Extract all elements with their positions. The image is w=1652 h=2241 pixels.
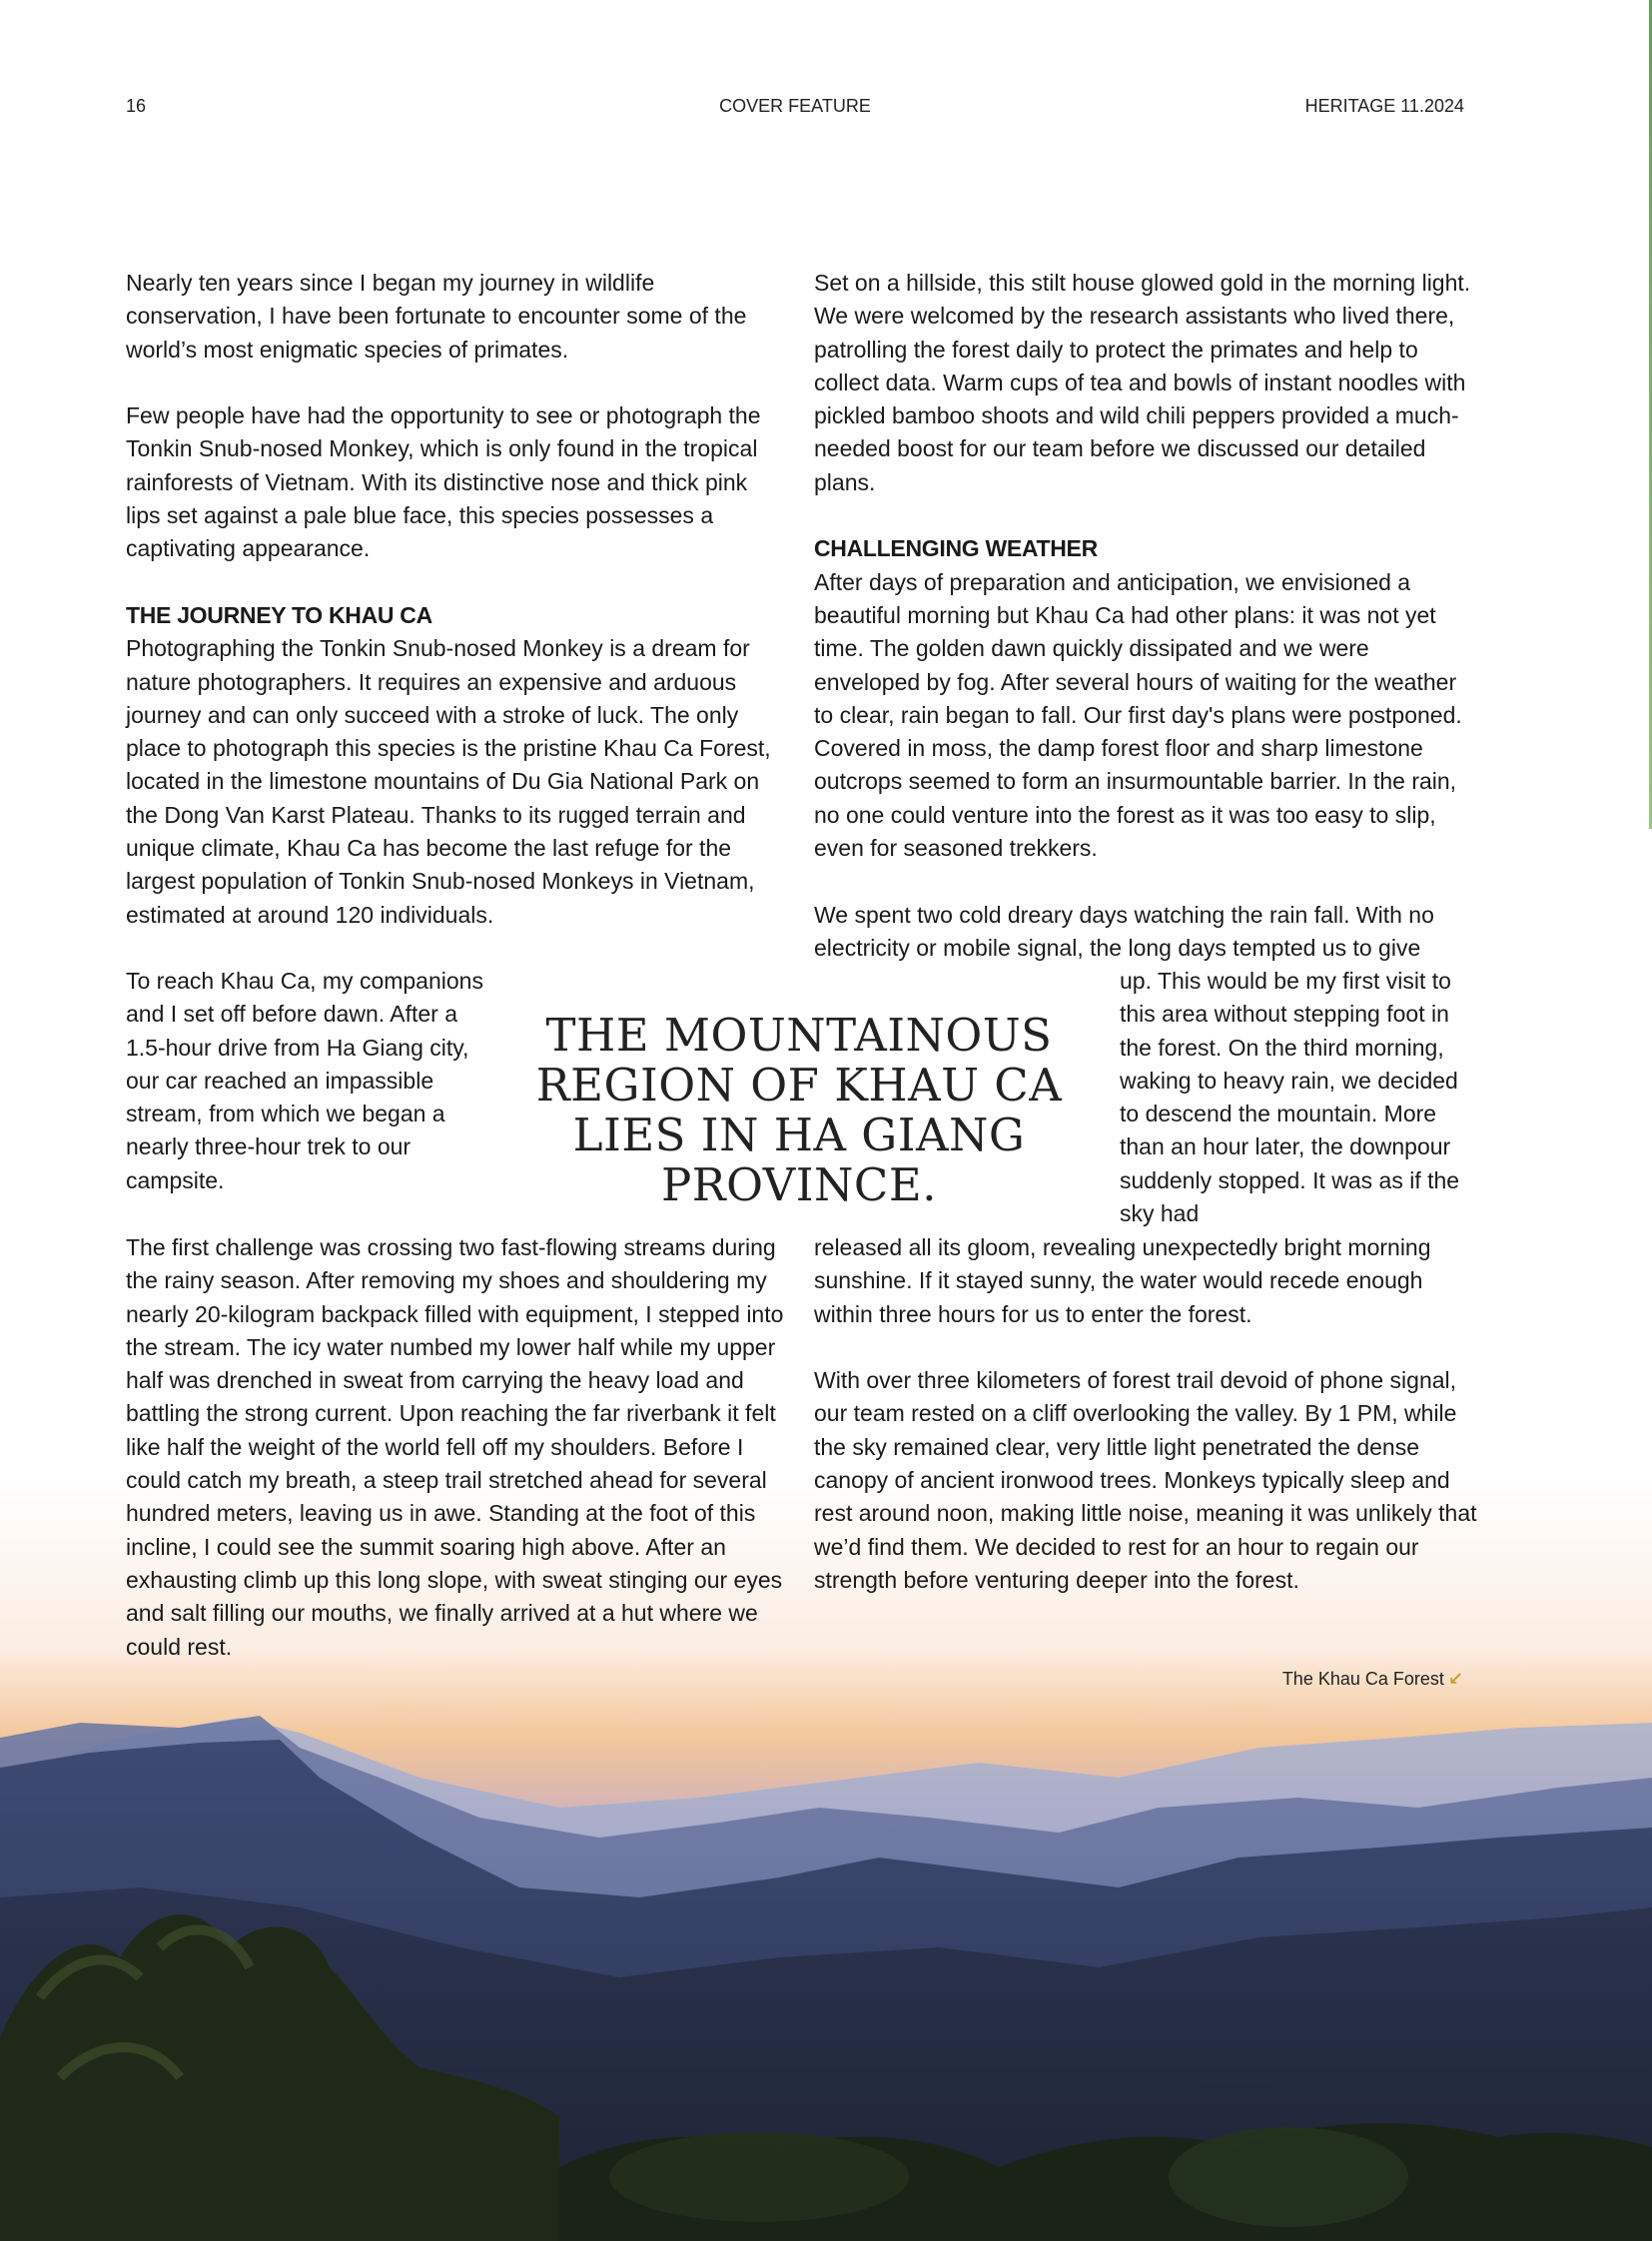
page-header bbox=[126, 96, 1464, 120]
paragraph: To reach Khau Ca, my companions and I set off before dawn. After a 1.5-hour drive from Ha Giang city, our car reached an impassible stream, from which we began a nearly three-hour trek to our campsite. bbox=[126, 968, 483, 1193]
section-heading: THE JOURNEY TO KHAU CA bbox=[126, 601, 432, 628]
paragraph: Set on a hillside, this stilt house glowed gold in the morning light. We were welcomed by the research assistants who lived there, patrolling the forest daily to protect the primates and help to collect data. Warm cups of tea and bowls of instant noodles with pickled bamboo shoots and wild chili peppers provided a much-needed boost for our team before we discussed our detailed plans. bbox=[814, 270, 1471, 495]
page-number: 16 bbox=[126, 96, 147, 116]
paragraph: The first challenge was crossing two fast-flowing streams during the rainy season. After removing my shoes and shouldering my nearly 20-kilogram backpack filled with equipment, I stepped into the stream. The icy water numbed my lower half while my upper half was drenched in sweat from carrying the heavy load and battling the strong current. Upon reaching the far riverbank it felt like half the weight of the world fell off my shoulders. Before I could catch my breath, a steep trail stretched ahead for several hundred meters, leaving us in awe. Standing at the foot of this incline, I could see the summit soaring high above. After an exhausting climb up this long slope, with sweat stinging our eyes and salt filling our mouths, we finally arrived at a hut where we could rest. bbox=[126, 1234, 784, 1660]
right-column-lower bbox=[814, 1231, 1478, 1631]
section-heading: CHALLENGING WEATHER bbox=[814, 535, 1098, 562]
issue-label: HERITAGE 11.2024 bbox=[1304, 96, 1464, 116]
paragraph: Nearly ten years since I began my journey in wildlife conservation, I have been fortunate to encounter some of the world’s most enigmatic species of primates. bbox=[126, 270, 747, 363]
pull-quote: THE MOUNTAINOUS REGION OF KHAU CA LIES IN HA GIANG PROVINCE. bbox=[535, 1009, 1063, 1211]
section-label: COVER FEATURE bbox=[719, 96, 871, 116]
paragraph: Photographing the Tonkin Snub-nosed Monkey is a dream for nature photographers. It requires an expensive and arduous journey and can only succeed with a stroke of luck. The only place to photograph this species is the pristine Khau Ca Forest, located in the limestone mountains of Du Gia National Park on the Dong Van Karst Plateau. Thanks to its rugged terrain and unique climate, Khau Ca has become the last refuge for the largest population of Tonkin Snub-nosed Monkeys in Vietnam, estimated at around 120 individuals. bbox=[126, 635, 771, 928]
arrow-down-left-icon: ↙ bbox=[1447, 1669, 1463, 1689]
paragraph: released all its gloom, revealing unexpectedly bright morning sunshine. If it stayed sunny, the water would recede enough within three hours for us to enter the forest. bbox=[814, 1234, 1431, 1327]
paragraph: After days of preparation and anticipation, we envisioned a beautiful morning but Khau Ca had other plans: it was not yet time. The golden dawn quickly dissipated and we were enveloped by fog. After several hours of waiting for the weather to clear, rain began to fall. Our first day's plans were postponed. Covered in moss, the damp forest floor and sharp limestone outcrops seemed to form an insurmountable barrier. In the rain, no one could venture into the forest as it was too easy to slip, even for seasoned trekkers. bbox=[814, 568, 1462, 862]
right-column bbox=[814, 267, 1478, 965]
left-column bbox=[126, 267, 785, 965]
paragraph: up. This would be my first visit to this area without stepping foot in the forest. On the third morning, waking to heavy rain, we decided to descend the mountain. More than an hour later, the downpour suddenly stopped. It was as if the sky had bbox=[1120, 968, 1460, 1227]
paragraph: Few people have had the opportunity to see or photograph the Tonkin Snub-nosed Monkey, which is only found in the tropical rainforests of Vietnam. With its distinctive nose and thick pink lips set against a pale blue face, this species possesses a captivating appearance. bbox=[126, 402, 761, 562]
paragraph: We spent two cold dreary days watching the rain fall. With no electricity or mobile signal, the long days tempted us to give bbox=[814, 901, 1434, 961]
photo-caption bbox=[1159, 1669, 1463, 1690]
paragraph: With over three kilometers of forest trail devoid of phone signal, our team rested on a cliff overlooking the valley. By 1 PM, while the sky remained clear, very little light penetrated the dense canopy of ancient ironwood trees. Monkeys typically sleep and rest around noon, making little noise, meaning it was unlikely that we’d find them. We decided to rest for an hour to regain our strength before venturing deeper into the forest. bbox=[814, 1367, 1477, 1593]
caption-text: The Khau Ca Forest bbox=[1281, 1669, 1444, 1689]
